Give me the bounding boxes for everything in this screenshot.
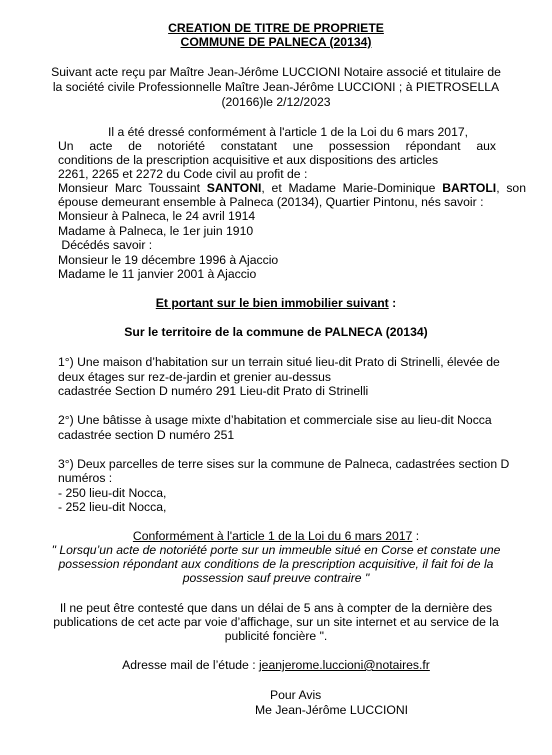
- act-line-5: [58, 181, 526, 195]
- conform-quote-line-2: possession répondant aux conditions de la prescription acquisitive, il fait foi de la: [58, 557, 494, 571]
- title-line-1: CREATION DE TITRE DE PROPRIETE: [168, 21, 384, 35]
- act-line-1: Il a été dressé conformément à l'article 1 de la Loi du 6 mars 2017,: [108, 125, 469, 139]
- act-line-5-text-a: Monsieur Marc Toussaint: [58, 181, 207, 195]
- item1-line-3: cadastrée Section D numéro 291 Lieu-dit Prato di Strinelli: [58, 384, 369, 398]
- act-line-8: Madame à Palneca, le 1er juin 1910: [58, 224, 254, 238]
- item2-line-2: cadastrée section D numéro 251: [58, 428, 235, 442]
- owner-name-santoni: SANTONI: [206, 181, 262, 195]
- act-line-5-text-b: , et Madame Marie-Dominique: [261, 181, 443, 195]
- intro-line-1: Suivant acte reçu par Maître Jean-Jérôme LUCCIONI Notaire associé et titulaire de: [51, 65, 501, 79]
- contest-line-2: publications de cet acte par voie d’affichage, sur un site internet et au service de la: [53, 615, 499, 629]
- act-line-2: Un acte de notoriété constatant une possession répondant aux: [58, 139, 496, 153]
- property-heading-colon: :: [388, 296, 397, 310]
- intro-line-3: (20166)le 2/12/2023: [221, 95, 331, 109]
- email-line: [0, 658, 552, 672]
- act-line-9: Décédés savoir :: [58, 238, 153, 252]
- item3-line-2: numéros :: [58, 471, 113, 485]
- act-line-3: conditions de la prescription acquisitive et aux dispositions des articles: [58, 153, 439, 167]
- act-line-5-text-c: , son: [496, 181, 526, 195]
- contest-line-3: publicité foncière ".: [224, 629, 328, 643]
- property-heading: [0, 296, 552, 310]
- territory-heading: Sur le territoire de la commune de PALNECA (20134): [124, 325, 428, 339]
- email-label: Adresse mail de l’étude :: [122, 658, 259, 672]
- item2-line-1: 2°) Une bâtisse à usage mixte d’habitation et commerciale sise au lieu-dit Nocca: [58, 413, 492, 427]
- signature-name: Me Jean-Jérôme LUCCIONI: [255, 703, 409, 717]
- conform-heading-colon: :: [412, 529, 420, 543]
- intro-line-2: la société civile Professionnelle Maître Jean-Jérôme LUCCIONI ; à PIETROSELLA: [52, 80, 500, 94]
- owner-name-bartoli: BARTOLI: [442, 181, 497, 195]
- conform-quote-line-1: " Lorsqu’un acte de notoriété porte sur un immeuble situé en Corse et constate une: [51, 543, 501, 557]
- property-heading-text: Et portant sur le bien immobilier suivant: [155, 296, 389, 310]
- conform-heading-text: Conformément à l'article 1 de la Loi du 6 mars 2017: [132, 529, 413, 543]
- act-line-6: épouse demeurant ensemble à Palneca (20134), Quartier Pintonu, nés savoir :: [58, 195, 484, 209]
- item3-line-4: - 252 lieu-dit Nocca,: [58, 500, 167, 514]
- act-line-10: Monsieur le 19 décembre 1996 à Ajaccio: [58, 253, 279, 267]
- item1-line-2: deux étages sur rez-de-jardin et grenier au-dessus: [58, 370, 332, 384]
- title-line-2: COMMUNE DE PALNECA (20134): [180, 35, 372, 49]
- email-link[interactable]: jeanjerome.luccioni@notaires.fr: [258, 658, 430, 672]
- item3-line-1: 3°) Deux parcelles de terre sises sur la commune de Palneca, cadastrées section D: [58, 457, 510, 471]
- contest-line-1: Il ne peut être contesté que dans un délai de 5 ans à compter de la dernière des: [59, 601, 493, 615]
- conform-quote-line-3: possession sauf preuve contraire ": [182, 571, 370, 585]
- item1-line-1: 1°) Une maison d’habitation sur un terrain situé lieu-dit Prato di Strinelli, élevée de: [58, 355, 500, 369]
- item3-line-3: - 250 lieu-dit Nocca,: [58, 486, 167, 500]
- signature-pour-avis: Pour Avis: [270, 688, 322, 702]
- conform-heading: [0, 529, 552, 543]
- act-line-4: 2261, 2265 et 2272 du Code civil au profit de :: [58, 167, 308, 181]
- act-line-11: Madame le 11 janvier 2001 à Ajaccio: [58, 267, 257, 281]
- act-line-7: Monsieur à Palneca, le 24 avril 1914: [58, 209, 256, 223]
